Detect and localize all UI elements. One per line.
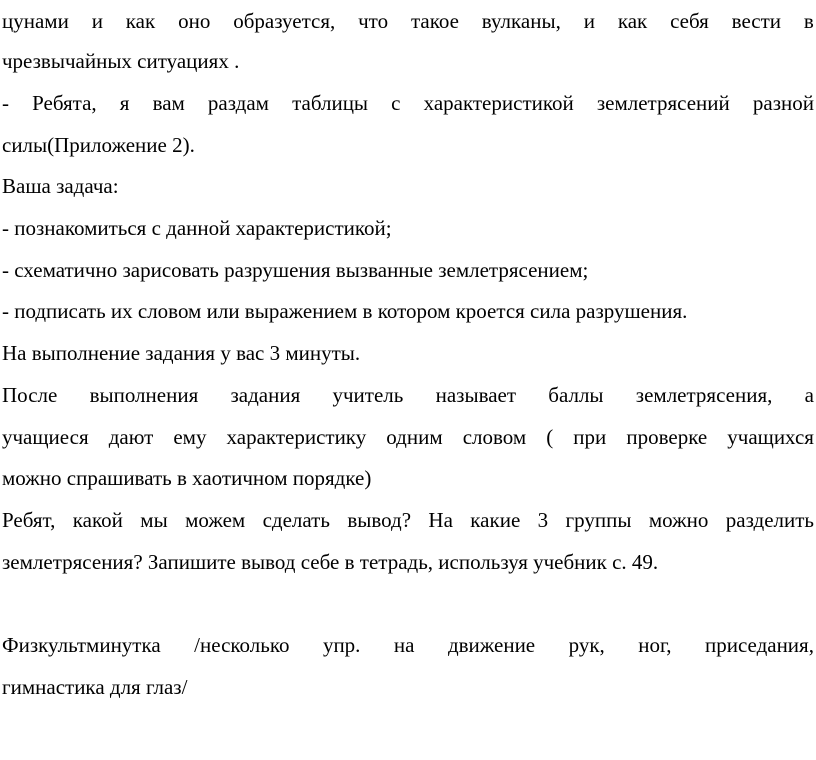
word: Ребят, (2, 508, 56, 532)
word: и (91, 9, 103, 33)
word: образуется, (233, 9, 336, 33)
word: характеристику (226, 425, 367, 449)
word: задания (230, 383, 301, 407)
text-line-9: На выполнение задания у вас 3 минуты. (2, 341, 361, 365)
word: ( (546, 425, 554, 449)
word: словом (462, 425, 527, 449)
word: ног, (638, 633, 672, 657)
word: учитель (332, 383, 404, 407)
word: одним (386, 425, 443, 449)
word: в (803, 9, 814, 33)
word: упр. (322, 633, 361, 657)
word: оно (178, 9, 211, 33)
word: цунами (2, 9, 69, 33)
text-line-7: - схематично зарисовать разрушения вызванные землетрясением; (2, 258, 589, 282)
word: можно (648, 508, 709, 532)
text-line-6: - познакомиться с данной характеристикой; (2, 216, 392, 240)
word: вулканы, (481, 9, 561, 33)
word: движение (447, 633, 536, 657)
word: вести (731, 9, 782, 33)
word: характеристикой (423, 91, 574, 115)
text-line-10 (2, 382, 814, 408)
word: землетрясений (596, 91, 730, 115)
word: как (125, 9, 156, 33)
word: разделить (725, 508, 814, 532)
word: приседания, (704, 633, 814, 657)
text-line-8: - подписать их словом или выражением в котором кроется сила разрушения. (2, 299, 688, 323)
word: какой (72, 508, 123, 532)
word: 3 (537, 508, 549, 532)
word: такое (410, 9, 459, 33)
word: а (804, 383, 814, 407)
word: Ребята, (32, 91, 97, 115)
word: землетрясения, (635, 383, 773, 407)
text-line-14: землетрясения? Запишите вывод себе в тетрадь, используя учебник с. 49. (2, 550, 659, 574)
word: разной (752, 91, 814, 115)
text-line-3 (2, 90, 814, 116)
text-line-15 (2, 632, 814, 658)
word: группы (565, 508, 632, 532)
word: учащихся (727, 425, 814, 449)
word: я (119, 91, 130, 115)
text-line-12: можно спрашивать в хаотичном порядке) (2, 466, 372, 490)
word: какие (470, 508, 521, 532)
word: /несколько (194, 633, 290, 657)
word: учащиеся (2, 425, 89, 449)
word: На (428, 508, 453, 532)
word: вывод? (347, 508, 412, 532)
word: ему (173, 425, 207, 449)
text-line-1 (2, 8, 814, 34)
word: рук, (568, 633, 605, 657)
word: можем (185, 508, 246, 532)
word: таблицы (292, 91, 369, 115)
word: Физкультминутка (2, 633, 161, 657)
word: вам (152, 91, 185, 115)
word: дают (108, 425, 154, 449)
word: выполнения (89, 383, 199, 407)
word: мы (140, 508, 168, 532)
word: с (391, 91, 401, 115)
word: и (583, 9, 595, 33)
word: После (2, 383, 58, 407)
text-line-16: гимнастика для глаз/ (2, 675, 188, 699)
word: как (617, 9, 648, 33)
text-line-4: силы(Приложение 2). (2, 133, 195, 157)
word: при (573, 425, 607, 449)
word: раздам (207, 91, 269, 115)
word: называет (435, 383, 517, 407)
text-line-11 (2, 424, 814, 450)
word: что (358, 9, 389, 33)
text-line-2: чрезвычайных ситуациях . (2, 49, 240, 73)
text-line-13 (2, 507, 814, 533)
word: себя (670, 9, 709, 33)
word: проверке (626, 425, 708, 449)
word: - (2, 91, 9, 115)
text-line-5: Ваша задача: (2, 174, 119, 198)
word: сделать (262, 508, 330, 532)
word: на (393, 633, 415, 657)
word: баллы (548, 383, 604, 407)
